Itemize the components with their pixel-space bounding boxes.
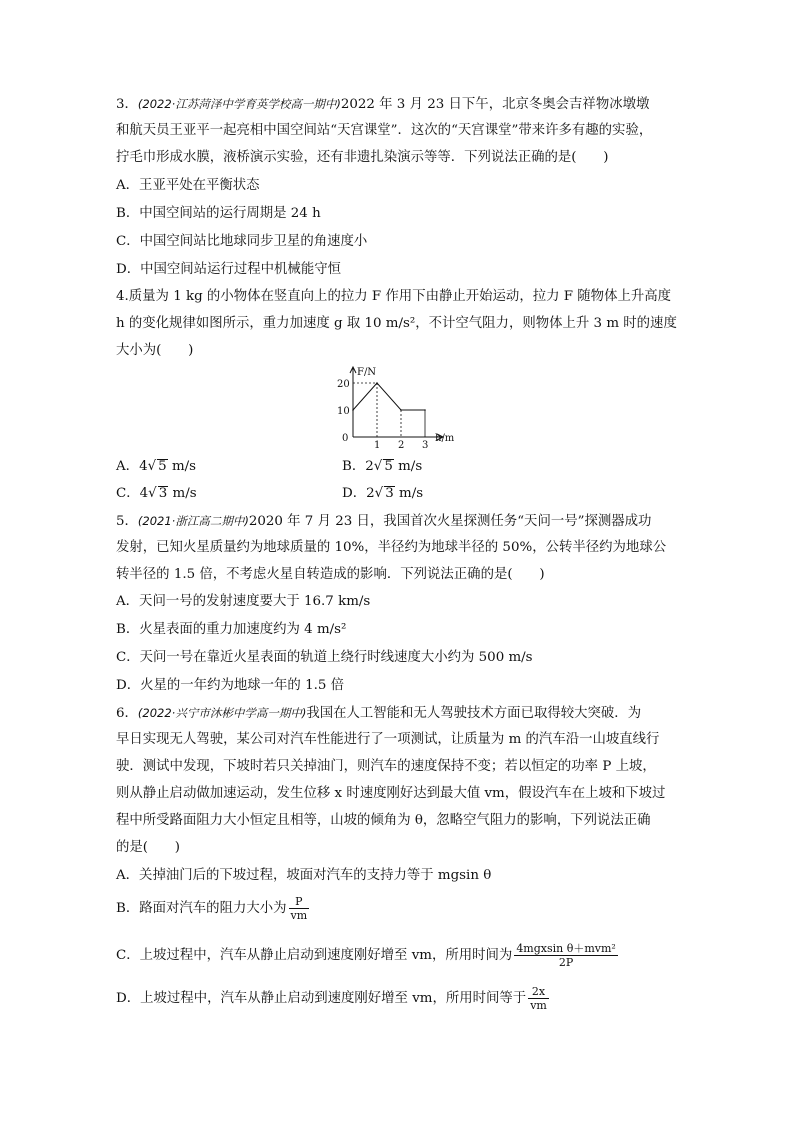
q3-text1: 2022 年 3 月 23 日下午，北京冬奥会吉祥物冰墩墩 [340,97,650,112]
q4-option-d-label: D． [342,486,367,501]
q4-option-a-coef: 4 [139,459,148,474]
q4-option-c-label: C． [116,486,140,501]
q3-source: (2022·江苏菏泽中学育英学校高一期中) [137,97,341,111]
q4-line3: 大小为( ) [116,343,194,358]
q6-source: (2022·兴宁市沐彬中学高一期中) [137,706,307,720]
q3-option-c: C．中国空间站比地球同步卫星的角速度小 [116,234,368,249]
q4-line2: h 的变化规律如图所示，重力加速度 g 取 10 m/s²，不计空气阻力，则物体上升 3 m 时的速度 [116,316,677,331]
q4-option-b [342,457,422,477]
q5-option-b: B．火星表面的重力加速度约为 4 m/s² [116,622,347,637]
q5-option-a: A．天问一号的发射速度要大于 16.7 km/s [116,594,371,609]
q6-line6: 的是( ) [116,840,181,855]
q6-option-b-denominator: vm [290,909,308,922]
radical-icon: √ [147,459,157,474]
radical-icon: √ [148,486,157,501]
radical-icon: √ [373,459,383,474]
y-axis-label: F/N [357,367,377,378]
data-point [400,409,402,411]
q6-option-c-text: C．上坡过程中，汽车从静止启动到速度刚好增至 vm，所用时间为 [116,948,513,963]
q6-option-d-text: D．上坡过程中，汽车从静止启动到速度刚好增至 vm，所用时间等于 [116,991,527,1006]
q3-option-b: B．中国空间站的运行周期是 24 h [116,206,321,221]
q6-option-d-denominator: vm [530,999,547,1012]
q4-option-b-coef: 2 [365,459,374,474]
q4-option-c-coef: 4 [139,486,149,501]
q3-number: 3． [116,97,138,112]
q4-option-c [116,484,197,504]
q5-source: (2021·浙江高二期中) [137,514,249,528]
q4-option-a-unit: m/s [171,459,197,474]
q5-option-d: D．火星的一年约为地球一年的 1.5 倍 [116,678,345,693]
q6-text1: 我国在人工智能和无人驾驶技术方面已取得较大突破．为 [306,706,642,721]
q3-line1 [116,94,649,115]
q4-option-b-radicand: 5 [384,459,393,474]
q6-number: 6． [116,706,138,721]
q4-option-d-coef: 2 [366,486,375,501]
q4-option-a [116,457,196,477]
x-tick-label: 2 [398,440,405,451]
q4-option-c-unit: m/s [172,486,197,501]
q6-line3: 驶．测试中发现，下坡时若只关掉油门，则汽车的速度保持不变；若以恒定的功率 P 上坡， [116,759,656,774]
q4-option-d-radicand: 3 [385,486,394,501]
q6-option-d [116,985,551,1012]
q6-option-b-numerator: P [289,895,310,909]
force-height-chart [335,364,465,451]
q4-option-b-label: B． [342,459,366,474]
q6-option-b [116,895,311,922]
q6-option-c [116,942,620,969]
q6-line2: 早日实现无人驾驶，某公司对汽车性能进行了一项测试，让质量为 m 的汽车沿一山坡直线行 [116,732,660,747]
y-tick-label: 20 [337,379,350,390]
q3-option-a: A．王亚平处在平衡状态 [116,178,260,193]
q6-option-c-fraction [514,942,618,969]
x-axis-label: h/m [435,433,455,444]
data-point [376,382,378,384]
q6-option-d-numerator: 2x [528,985,549,999]
radical-icon: √ [374,486,384,501]
q5-line1 [116,511,651,532]
y-tick-label: 10 [337,406,350,417]
origin-label: 0 [342,433,349,444]
q4-line1: 4.质量为 1 kg 的小物体在竖直向上的拉力 F 作用下由静止开始运动，拉力 F 随物体上升高度 [116,289,672,304]
q4-option-a-radicand: 5 [158,459,167,474]
q4-option-c-radicand: 3 [158,486,168,501]
q6-option-c-numerator: 4mgxsin θ＋mvm² [516,942,616,955]
x-tick-label: 1 [374,440,381,451]
q4-option-d-unit: m/s [399,486,424,501]
q6-option-d-fraction [528,985,549,1012]
q5-text1: 2020 年 7 月 23 日，我国首次火星探测任务“天问一号”探测器成功 [248,514,652,529]
q5-option-c: C．天问一号在靠近火星表面的轨道上绕行时线速度大小约为 500 m/s [116,650,533,665]
q6-option-b-text: B．路面对汽车的阻力大小为 [116,901,287,916]
q4-option-d [342,484,423,504]
q6-line5: 程中所受路面阻力大小恒定且相等，山坡的倾角为 θ，忽略空气阻力的影响，下列说法正确 [116,813,651,828]
q3-line2: 和航天员王亚平一起亮相中国空间站“天宫课堂”．这次的“天宫课堂”带来许多有趣的实验， [116,123,653,138]
data-point [424,409,426,411]
data-point [352,409,354,411]
q3-option-d: D．中国空间站运行过程中机械能守恒 [116,262,341,277]
q6-option-c-denominator: 2P [558,956,574,969]
q4-option-b-unit: m/s [398,459,423,474]
series-line [353,383,425,410]
q6-line1 [116,703,641,724]
x-tick-label: 3 [422,440,429,451]
q6-line4: 则从静止启动做加速运动，发生位移 x 时速度刚好达到最大值 vm，假设汽车在上坡和下坡过 [116,786,666,801]
q5-line2: 发射，已知火星质量约为地球质量的 10%，半径约为地球半径的 50%，公转半径约为地球公 [116,540,667,555]
q5-line3: 转半径的 1.5 倍，不考虑火星自转造成的影响．下列说法正确的是( ) [116,567,545,582]
q6-option-b-fraction [289,895,310,922]
q5-number: 5． [116,514,138,529]
q4-option-a-label: A． [116,459,140,474]
q6-option-a: A．关掉油门后的下坡过程，坡面对汽车的支持力等于 mgsin θ [116,868,492,883]
q3-line3: 拧毛巾形成水膜，液桥演示实验，还有非遗扎染演示等等．下列说法正确的是( ) [116,150,609,165]
